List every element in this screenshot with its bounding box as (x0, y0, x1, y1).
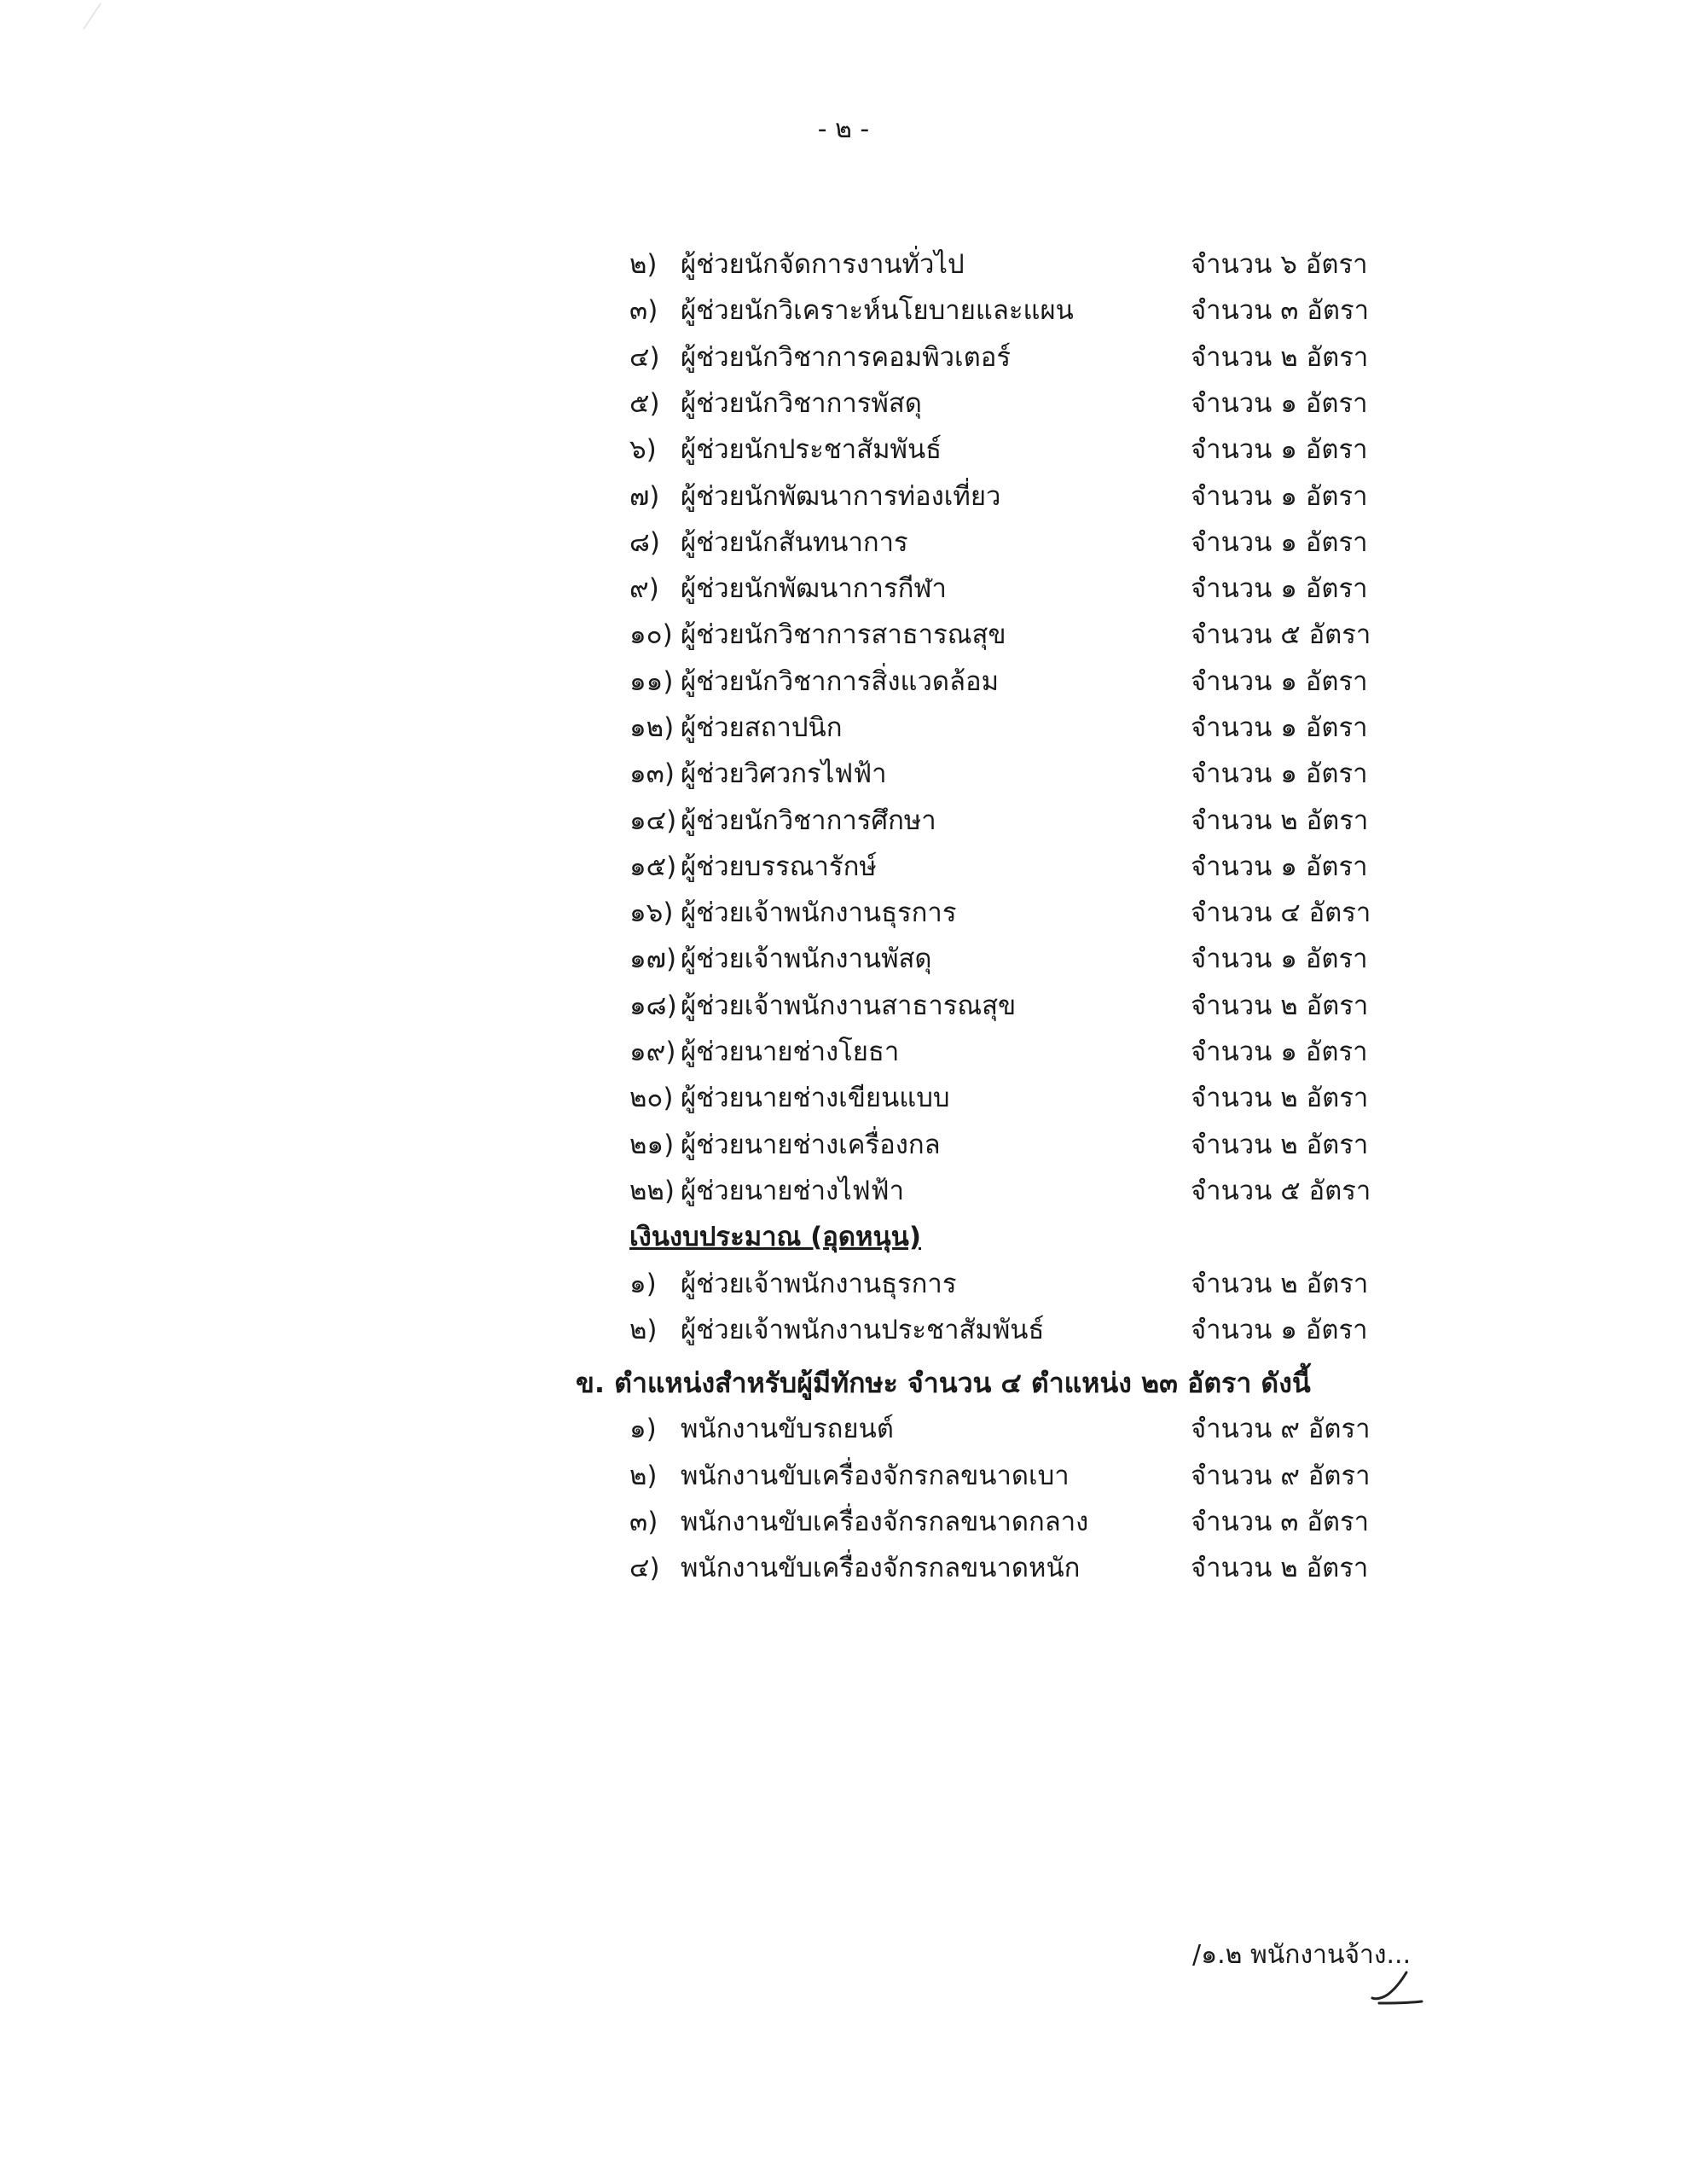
position-count: จำนวน ๑ อัตรา (1191, 758, 1368, 789)
position-title: ผู้ช่วยนักจัดการงานทั่วไป (681, 249, 965, 280)
position-count: จำนวน ๑ อัตรา (1191, 388, 1368, 419)
list-item (629, 659, 1397, 706)
position-count: จำนวน ๑ อัตรา (1191, 1315, 1368, 1345)
position-title: ผู้ช่วยนักวิเคราะห์นโยบายและแผน (681, 295, 1074, 326)
position-title: ผู้ช่วยบรรณารักษ์ (681, 851, 877, 882)
position-title: ผู้ช่วยเจ้าพนักงานธุรการ (681, 1269, 957, 1299)
position-title: ผู้ช่วยวิศวกรไฟฟ้า (681, 758, 887, 789)
position-count: จำนวน ๔ อัตรา (1191, 897, 1371, 928)
list-item (629, 566, 1397, 613)
position-title: ผู้ช่วยนายช่างเขียนแบบ (681, 1083, 950, 1113)
budget-subsidy-heading: เงินงบประมาณ (อุดหนุน) (629, 1222, 922, 1252)
item-number: ๑๐) (629, 619, 673, 650)
list-item (629, 983, 1397, 1030)
item-number: ๕) (629, 388, 660, 419)
position-count: จำนวน ๒ อัตรา (1191, 1269, 1369, 1299)
position-count: จำนวน ๑ อัตรา (1191, 712, 1368, 743)
item-number: ๒) (629, 1461, 658, 1491)
list-item (629, 1261, 1397, 1308)
item-number: ๓) (629, 295, 658, 326)
list-item (629, 1307, 1397, 1354)
position-count: จำนวน ๙ อัตรา (1191, 1414, 1371, 1444)
list-item (629, 427, 1397, 473)
position-count: จำนวน ๒ อัตรา (1191, 805, 1369, 836)
item-number: ๘) (629, 527, 661, 558)
item-number: ๑๙) (629, 1037, 676, 1067)
position-count: จำนวน ๑ อัตรา (1191, 851, 1368, 882)
item-number: ๔) (629, 1553, 660, 1583)
section-b-title: ข. ตำแหน่งสำหรับผู้มีทักษะ จำนวน ๔ ตำแหน่ง ๒๓ อัตรา ดังนี้ (576, 1367, 1311, 1399)
item-number: ๒๐) (629, 1083, 674, 1113)
position-title: พนักงานขับเครื่องจักรกลขนาดหนัก (681, 1553, 1081, 1583)
list-item (629, 1075, 1397, 1122)
position-count: จำนวน ๒ อัตรา (1191, 1083, 1369, 1113)
position-count: จำนวน ๒ อัตรา (1191, 342, 1369, 373)
list-item (629, 1453, 1397, 1500)
position-count: จำนวน ๑ อัตรา (1191, 944, 1368, 974)
signature-mark (1369, 1969, 1429, 2012)
position-title: ผู้ช่วยนายช่างเครื่องกล (681, 1130, 941, 1160)
position-count: จำนวน ๖ อัตรา (1191, 249, 1368, 280)
list-item (629, 844, 1397, 891)
item-number: ๒๑) (629, 1130, 675, 1160)
position-count: จำนวน ๑ อัตรา (1191, 666, 1368, 697)
list-item (629, 1122, 1397, 1169)
item-number: ๑๘) (629, 990, 677, 1021)
list-item (629, 288, 1397, 334)
item-number: ๑๖) (629, 897, 674, 928)
position-title: ผู้ช่วยนักสันทนาการ (681, 527, 908, 558)
position-title: ผู้ช่วยนักประชาสัมพันธ์ (681, 434, 942, 465)
position-count: จำนวน ๑ อัตรา (1191, 434, 1368, 465)
position-count: จำนวน ๕ อัตรา (1191, 619, 1371, 650)
item-number: ๑๒) (629, 712, 675, 743)
position-title: ผู้ช่วยเจ้าพนักงานพัสดุ (681, 944, 932, 974)
item-number: ๒๒) (629, 1176, 675, 1206)
position-count: จำนวน ๙ อัตรา (1191, 1461, 1371, 1491)
page-number: - ๒ - (817, 114, 870, 144)
list-item (629, 1545, 1397, 1592)
item-number: ๑๑) (629, 666, 674, 697)
list-item (629, 751, 1397, 798)
list-item (629, 1168, 1397, 1215)
position-count: จำนวน ๑ อัตรา (1191, 573, 1368, 604)
position-count: จำนวน ๑ อัตรา (1191, 481, 1368, 512)
position-title: ผู้ช่วยเจ้าพนักงานสาธารณสุข (681, 990, 1017, 1021)
list-item (629, 241, 1397, 288)
position-title: ผู้ช่วยนักวิชาการสิ่งแวดล้อม (681, 666, 1000, 697)
list-item (629, 936, 1397, 983)
item-number: ๑๗) (629, 944, 677, 974)
position-title: ผู้ช่วยนักวิชาการพัสดุ (681, 388, 922, 419)
item-number: ๑) (629, 1269, 657, 1299)
position-count: จำนวน ๑ อัตรา (1191, 1037, 1368, 1067)
list-item (629, 1499, 1397, 1546)
item-number: ๖) (629, 434, 657, 465)
position-count: จำนวน ๒ อัตรา (1191, 990, 1369, 1021)
position-title: ผู้ช่วยเจ้าพนักงานธุรการ (681, 897, 957, 928)
list-item (629, 890, 1397, 937)
position-title: ผู้ช่วยนายช่างไฟฟ้า (681, 1176, 905, 1206)
position-count: จำนวน ๓ อัตรา (1191, 295, 1370, 326)
list-item (629, 520, 1397, 566)
item-number: ๒) (629, 1315, 658, 1345)
position-title: ผู้ช่วยนายช่างโยธา (681, 1037, 900, 1067)
list-item (629, 705, 1397, 752)
item-number: ๙) (629, 573, 659, 604)
list-item (629, 334, 1397, 381)
position-title: ผู้ช่วยนักวิชาการสาธารณสุข (681, 619, 1006, 650)
position-title: พนักงานขับเครื่องจักรกลขนาดกลาง (681, 1507, 1089, 1537)
list-item (629, 380, 1397, 427)
item-number: ๑๕) (629, 851, 677, 882)
position-count: จำนวน ๓ อัตรา (1191, 1507, 1370, 1537)
item-number: ๔) (629, 342, 660, 373)
item-number: ๓) (629, 1507, 658, 1537)
position-title: พนักงานขับรถยนต์ (681, 1414, 894, 1444)
position-title: พนักงานขับเครื่องจักรกลขนาดเบา (681, 1461, 1070, 1491)
position-count: จำนวน ๕ อัตรา (1191, 1176, 1371, 1206)
list-item (629, 1406, 1397, 1453)
item-number: ๑๔) (629, 805, 677, 836)
position-title: ผู้ช่วยสถาปนิก (681, 712, 843, 743)
item-number: ๗) (629, 481, 660, 512)
position-title: ผู้ช่วยนักพัฒนาการกีฬา (681, 573, 947, 604)
list-item (629, 1029, 1397, 1076)
item-number: ๑) (629, 1414, 657, 1444)
position-count: จำนวน ๒ อัตรา (1191, 1130, 1369, 1160)
list-item (629, 612, 1397, 659)
item-number: ๑๓) (629, 758, 675, 789)
continuation-reference: /๑.๒ พนักงานจ้าง... (1192, 1940, 1412, 1970)
position-count: จำนวน ๒ อัตรา (1191, 1553, 1369, 1583)
position-title: ผู้ช่วยเจ้าพนักงานประชาสัมพันธ์ (681, 1315, 1045, 1345)
position-title: ผู้ช่วยนักวิชาการคอมพิวเตอร์ (681, 342, 1012, 373)
list-item (629, 798, 1397, 845)
position-count: จำนวน ๑ อัตรา (1191, 527, 1368, 558)
list-item (629, 473, 1397, 520)
position-title: ผู้ช่วยนักวิชาการศึกษา (681, 805, 936, 836)
position-title: ผู้ช่วยนักพัฒนาการท่องเที่ยว (681, 481, 1001, 512)
item-number: ๒) (629, 249, 658, 280)
